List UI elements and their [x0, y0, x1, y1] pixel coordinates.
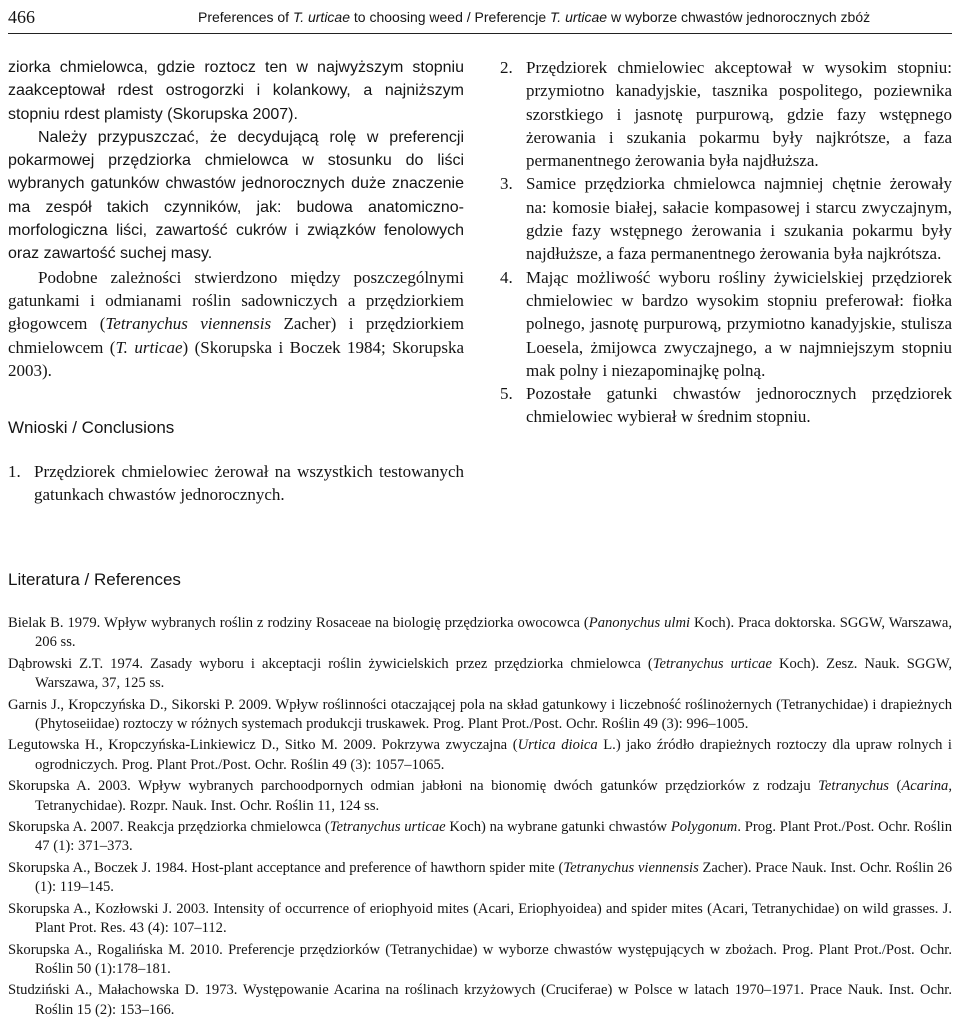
- conclusion-number: 3.: [500, 174, 513, 194]
- right-column: [500, 56, 952, 507]
- text-run: Zacher). Prace Nauk. Inst. Ochr. Roślin 26 (1): 119–145.: [35, 859, 952, 896]
- page-number: 466: [8, 6, 35, 27]
- italic-text: Tetranychus viennensis: [105, 314, 272, 334]
- text-run: w wyborze chwastów jednorocznych zbóż: [607, 9, 871, 25]
- text-run: Koch) na wybrane gatunki chwastów: [445, 819, 671, 836]
- italic-text: Tetranychus urticae: [652, 655, 772, 672]
- italic-text: T. urticae: [550, 9, 608, 25]
- text-run: Koch). Zesz. Nauk. SGGW, Warszawa, 37, 125 ss.: [35, 655, 953, 692]
- left-column: [8, 56, 464, 507]
- conclusion-item: [500, 266, 952, 382]
- conclusions-heading: Wnioski / Conclusions: [8, 418, 175, 438]
- running-head: [8, 2, 952, 32]
- conclusion-text: Pozostałe gatunki chwastów jednorocznych przędziorek chmielowiec wybierał w średnim stopniu.: [526, 384, 952, 427]
- paragraph-similar-dependencies: [8, 266, 464, 382]
- reference-entry: [8, 736, 952, 775]
- header-divider: [8, 33, 952, 34]
- conclusion-number: 1.: [8, 462, 21, 482]
- italic-text: Panonychus ulmi: [588, 615, 691, 631]
- reference-entry: [8, 981, 952, 1020]
- text-run: Skorupska A., Kozłowski J. 2003. Intensity of occurrence of eriophyoid mites (Acari, Eriophyoidea) and spider mites (Acari, Tetranychidae) on wild grasses. J. Plant Prot. Res. 43 (4): 107–112.: [8, 900, 952, 937]
- italic-text: Tetranychus: [818, 778, 889, 795]
- reference-entry: [8, 614, 952, 653]
- text-run: Skorupska A. 2007. Reakcja przędziorka chmielowca (: [8, 819, 330, 836]
- text-run: Koch). Praca doktorska. SGGW, Warszawa, 206 ss.: [35, 615, 952, 651]
- references-heading: Literatura / References: [8, 570, 181, 589]
- text-run: Skorupska A., Rogalińska M. 2010. Preferencje przędziorków (Tetranychidae) w wyborze chwastów występujących w zbożach. Prog. Plant Prot./Post. Ochr. Roślin 50 (1):178–181.: [8, 941, 952, 977]
- conclusion-item: [8, 460, 464, 507]
- conclusion-number: 2.: [500, 58, 513, 77]
- italic-text: T. urticae: [115, 337, 183, 357]
- reference-entry: [8, 696, 952, 735]
- italic-text: Urtica dioica: [517, 737, 598, 754]
- conclusion-number: 5.: [500, 384, 513, 404]
- paragraph-preference-factors: Należy przypuszczać, że decydującą rolę w preferencji pokarmowej przędziorka chmielowca w stosunku do liści wybranych gatunków chwastów jednorocznych duże znaczenie ma zespół takich czynników, jak: budowa anatomiczno-morfologiczna liści, zawartość cukrów i związków fenolowych oraz zawartość suchej masy.: [8, 128, 464, 263]
- text-run: ) (Skorupska i Boczek 1984; Skorupska 2003).: [8, 337, 464, 380]
- text-run: Podobne zależności stwierdzono między poszczególnymi gatunkami i odmianami roślin sadowniczych a przędziorkiem głogowcem (: [8, 267, 464, 334]
- text-run: L.) jako źródło drapieżnych roztoczy dla upraw rolnych i ogrodniczych. Prog. Plant Prot./Post. Ochr. Roślin 49 (3): 1057–1065.: [35, 737, 952, 773]
- running-title: [198, 9, 870, 25]
- reference-entry: [8, 818, 952, 857]
- reference-entry: [8, 900, 952, 939]
- reference-list: [8, 614, 952, 1020]
- text-run: Studziński A., Małachowska D. 1973. Występowanie Acarina na roślinach krzyżowych (Cruciferae) w Polsce w latach 1970–1971. Prace Nauk. Inst. Ochr. Roślin 15 (2): 153–166.: [8, 982, 952, 1018]
- text-run: Legutowska H., Kropczyńska-Linkiewicz D., Sitko M. 2009. Pokrzywa zwyczajna (: [8, 737, 518, 754]
- text-run: (: [888, 778, 902, 795]
- text-run: Skorupska A. 2003. Wpływ wybranych parchoodpornych odmian jabłoni na bionomię dwóch gatunków przędziorków z rodzaju: [8, 778, 819, 795]
- conclusion-text: Mając możliwość wyboru rośliny żywicielskiej przędziorek chmielowiec w bardzo wysokim stopniu preferował: fiołka polnego, jasnotę purpurową, przymiotno kanadyjskie, stulisza Loesela, żmijowca zwyczajnego, a w najmniejszym stopniu mak polny i niezapominajkę polną.: [526, 267, 952, 380]
- italic-text: Tetranychus urticae: [329, 819, 446, 836]
- text-run: Garnis J., Kropczyńska D., Sikorski P. 2009. Wpływ roślinności otaczającej pola na skład gatunkowy i liczebność roślinożernych (Tetranychidae) i drapieżnych (Phytoseiidae) roztoczy w różnych systemach produkcji truskawek. Prog. Plant Prot./Post. Ochr. Roślin 49 (3): 996–1005.: [8, 696, 952, 733]
- references-section: [8, 568, 952, 1022]
- italic-text: Polygonum: [670, 819, 738, 836]
- text-run: Zacher) i przędziorkiem chmielowcem (: [8, 314, 464, 357]
- conclusion-item: [500, 382, 952, 429]
- text-run: Preferences of: [198, 9, 293, 25]
- conclusion-item: [500, 56, 952, 172]
- conclusion-text: Przędziorek chmielowiec akceptował w wysokim stopniu: przymiotno kanadyjskie, tasznika pospolitego, poziewnika szorstkiego i jasnotę purpurową, gdzie fazy wstępnego żerowania i szukania pokarmu były najkrótsze, a faza permanentnego żerowania była najdłuższa.: [526, 58, 952, 171]
- text-run: Skorupska A., Boczek J. 1984. Host-plant acceptance and preference of hawthorn spider mite (: [8, 859, 564, 876]
- italic-text: Tetranychus viennensis: [563, 859, 699, 876]
- reference-entry: [8, 859, 952, 898]
- conclusion-number: 4.: [500, 267, 513, 287]
- conclusion-item: [500, 172, 952, 265]
- text-run: Bielak B. 1979. Wpływ wybranych roślin z rodziny Rosaceae na biologię przędziorka owocowca (: [8, 615, 589, 631]
- conclusions-list-right: [500, 56, 952, 429]
- text-run: to choosing weed / Preferencje: [350, 9, 551, 25]
- body-columns: [8, 56, 952, 507]
- reference-entry: [8, 777, 952, 816]
- conclusion-text: Przędziorek chmielowiec żerował na wszystkich testowanych gatunkach chwastów jednorocznych.: [34, 462, 464, 505]
- text-run: , Tetranychidae). Rozpr. Nauk. Inst. Ochr. Roślin 11, 124 ss.: [35, 778, 953, 814]
- conclusions-list-left: [8, 460, 464, 507]
- italic-text: Acarina: [901, 778, 949, 795]
- reference-entry: [8, 655, 952, 694]
- text-run: Dąbrowski Z.T. 1974. Zasady wyboru i akceptacji roślin żywicielskich przez przędziorka chmielowca (: [8, 655, 653, 672]
- conclusion-text: Samice przędziorka chmielowca najmniej chętnie żerowały na: komosie białej, sałacie kompasowej i starcu zwyczajnym, gdzie fazy wstępnego żerowania i szukania pokarmu były najdłuższe, a faza permanentnego żerowania była najkrótsza.: [526, 174, 952, 264]
- paragraph-continuation: ziorka chmielowca, gdzie roztocz ten w najwyższym stopniu zaakceptował rdest ostrogorzki i kolankowy, a najniższym stopniu rdest plamisty (Skorupska 2007).: [8, 59, 464, 123]
- text-run: . Prog. Plant Prot./Post. Ochr. Roślin 47 (1): 371–373.: [35, 819, 952, 855]
- italic-text: T. urticae: [292, 9, 351, 25]
- reference-entry: [8, 941, 952, 980]
